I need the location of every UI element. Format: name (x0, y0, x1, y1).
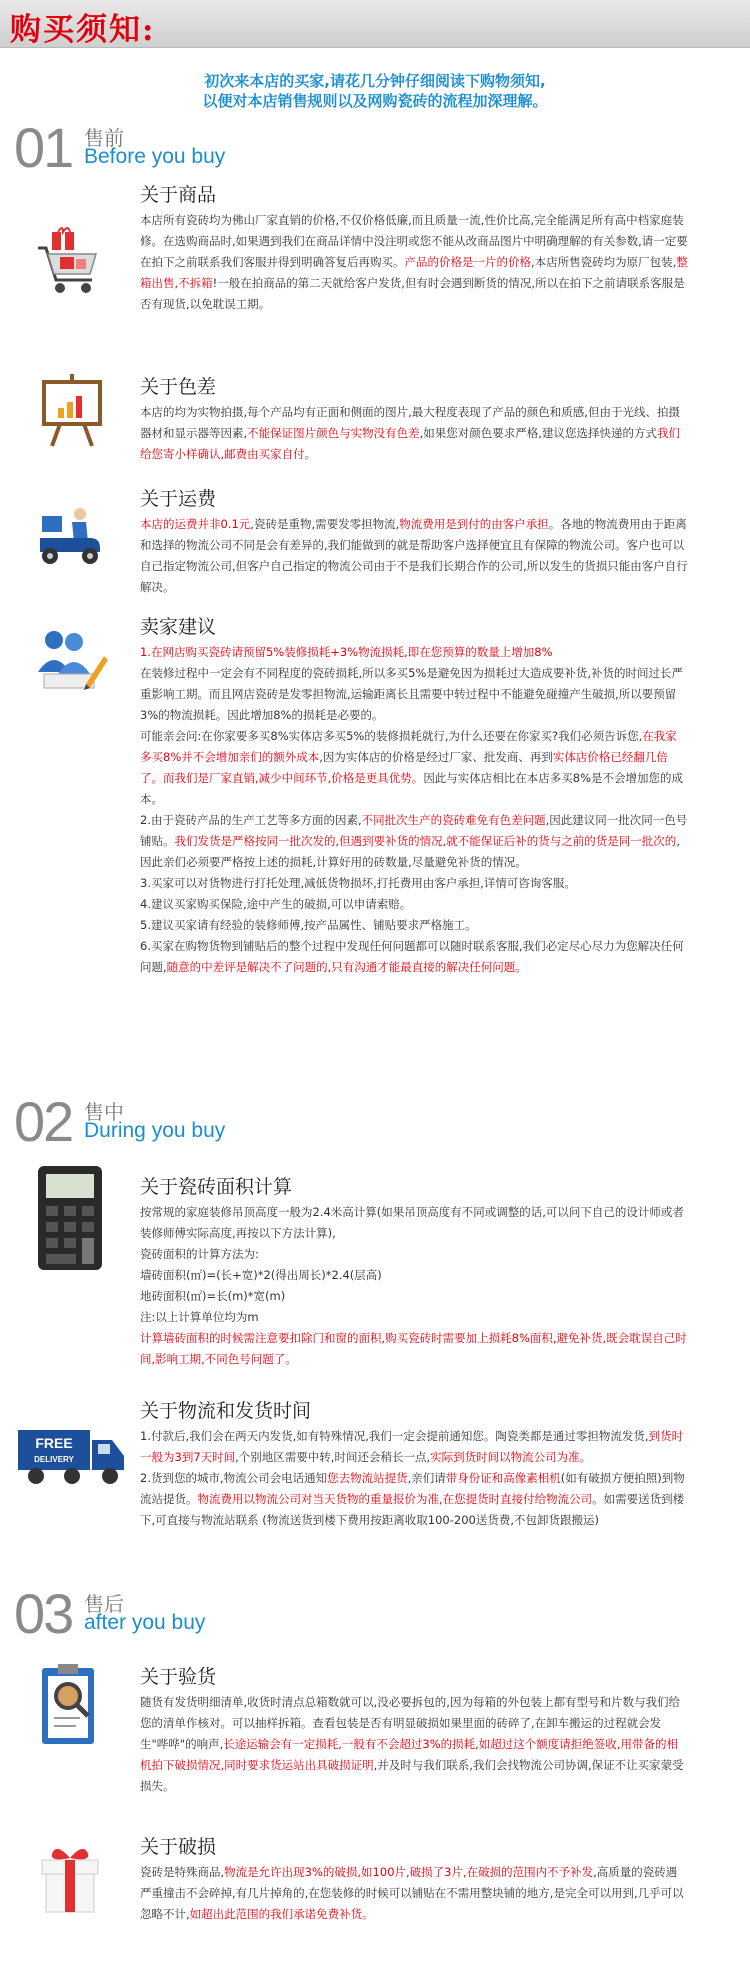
block-freight (0, 484, 750, 594)
block-title: 关于验货 (140, 1666, 217, 1688)
block-title: 关于商品 (140, 184, 217, 206)
section-title-cn: 售中 (84, 1100, 124, 1124)
section-title-en: after you buy (84, 1611, 206, 1634)
truck-label-delivery: DELIVERY (34, 1455, 74, 1464)
block-color-difference (0, 372, 750, 462)
block-title: 关于运费 (140, 488, 217, 510)
section-title-en: Before you buy (84, 145, 226, 168)
block-body: 1.在网店购买瓷砖请预留5%装修损耗+3%物流损耗,即在您预算的数量上增加8% 在装修过程中一定会有不同程度的瓷砖损耗,所以多买5%是避免因为损耗过大造成要补货,补货的时间过长严重影响工期。而且网店瓷砖是发零担物流,运输距离长且需要中转过程中不能避免碰撞产生破损,所以要预留3%的物流损耗。因此增加8%的损耗是必要的。 可能亲会问:在你家要多买8%实体店多买5%的装修损耗就行,为什么还要在你家买?我们必须告诉您,在我家多买8%并不会增加亲们的额外成本,因为实体店的价格是经过厂家、批发商、再到实体店价格已经翻几倍了。而我们是厂家直销,减少中间环节,价格是更具优势。因此与实体店相比在本店多买8%是不会增加您的成本。 2.由于瓷砖产品的生产工艺等多方面的因素,不同批次生产的瓷砖难免有色差问题,因此建议同一批次同一色号铺贴。我们发货是严格按同一批次发的,但遇到要补货的情况,就不能保证后补的货与之前的货是同一批次的,因此亲们必须要严格按上述的损耗,计算好用的砖数量,尽量避免补货的情况。 3.买家可以对货物进行打托处理,减低货物损坏,打托费用由客户承担,详情可咨询客服。 4.建议买家购买保险,途中产生的破损,可以申请索赔。 5.建议买家请有经验的装修师傅,按产品属性、铺贴要求严格施工。 6.买家在购物货物到铺贴后的整个过程中发现任何问题都可以随时联系客服,我们必定尽心尽力为您解决任何问题,随意的中差评是解决不了问题的,只有沟通才能最直接的解决任何问题。 (140, 645, 688, 974)
section-header-after (0, 1584, 750, 1644)
block-title: 关于物流和发货时间 (140, 1400, 312, 1422)
intro-line-1: 初次来本店的买家,请花几分钟仔细阅读下购物须知, (204, 72, 546, 90)
calculator-icon (30, 1164, 110, 1272)
clipboard-magnifier-icon (30, 1662, 110, 1752)
section-title-cn: 售前 (84, 126, 124, 150)
scooter-delivery-icon (30, 498, 110, 578)
section-title-cn: 售后 (84, 1592, 124, 1616)
block-logistics (0, 1396, 750, 1592)
section-header-during (0, 1092, 750, 1152)
block-body: 本店的均为实物拍摄,每个产品均有正面和侧面的图片,最大程度表现了产品的颜色和质感,但由于光线、拍摄器材和显示器等因素,不能保证图片颜色与实物没有色差,如果您对颜色要求严格,建议您选择快递的方式我们给您寄小样确认,邮费由买家自付。 (140, 405, 680, 461)
header-bar (0, 0, 750, 48)
block-title: 卖家建议 (140, 616, 217, 638)
block-inspection (0, 1662, 750, 1818)
section-number: 01 (14, 116, 73, 179)
page-title: 购买须知: (10, 12, 156, 48)
block-area-calc (0, 1172, 750, 1372)
block-body: 按常规的家庭装修吊顶高度一般为2.4米高计算(如果吊顶高度有不同或调整的话,可以问下自己的设计师或者装修师傅实际高度,再按以下方法计算), 瓷砖面积的计算方法为: 墙砖面积(㎡)=(长+宽)*2(得出周长)*2.4(层高) 地砖面积(㎡)=长(m)*宽(m) 注:以上计算单位均为m 计算墙砖面积的时候需注意要扣除门和窗的面积,购买瓷砖时需要加上损耗8%面积,避免补货,既会耽误自己时间,影响工期,不同色号问题了。 (140, 1205, 687, 1366)
section-number: 03 (14, 1582, 73, 1645)
easel-chart-icon (30, 372, 110, 452)
block-body: 随货有发货明细清单,收货时清点总箱数就可以,没必要拆包的,因为每箱的外包装上都有型号和片数与我们给您的清单作核对。可以抽样拆箱。查看包装是否有明显破损如果里面的砖碎了,在卸车搬运的过程就会发生"哗哗"的响声,长途运输会有一定损耗,一般有不会超过3%的损耗,如超过这个额度请拒绝签收,用带备的相机拍下破损情况,同时要求货运站出具破损证明,并及时与我们联系,我们会找物流公司协调,保证不让买家蒙受损失。 (140, 1695, 684, 1793)
truck-label-free: FREE (35, 1435, 73, 1451)
block-damage (0, 1832, 750, 1962)
block-body: 本店所有瓷砖均为佛山厂家直销的价格,不仅价格低廉,而且质量一流,性价比高,完全能满足所有高中档家庭装修。在选购商品时,如果遇到我们在商品详情中没注明或您不能从改商品图片中明确理解的有关参数,请一定要在拍下之前联系我们客服并得到明确答复后再购买。产品的价格是一片的价格,本店所售瓷砖均为原厂包装,整箱出售,不拆箱!一般在拍商品的第二天就给客户发货,但有时会遇到断货的情况,所以在拍下之前请联系客服是否有现货,以免耽误工期。 (140, 213, 688, 311)
section-number: 02 (14, 1090, 73, 1153)
intro-line-2: 以便对本店销售规则以及网购瓷砖的流程加深理解。 (202, 92, 548, 110)
shopping-cart-gift-icon (30, 224, 110, 304)
block-body: 1.付款后,我们会在两天内发货,如有特殊情况,我们一定会提前通知您。陶瓷类都是通过零担物流发货,到货时一般为3到7天时间,个别地区需要中转,时间还会稍长一点,实际到货时间以物流公司为准。 2.货到您的城市,物流公司会电话通知您去物流站提货,亲们请带身份证和高像素相机(如有破损方便拍照)到物流站提货。物流费用以物流公司对当天货物的重量报价为准,在您提货时直接付给物流公司。如需要送货到楼下,可直接与物流站联系 (物流送货到楼下费用按距离收取100-200送货费,不包卸货跟搬运) (140, 1429, 685, 1527)
free-delivery-truck-icon (16, 1424, 128, 1504)
gift-box-icon (30, 1840, 110, 1920)
block-title: 关于破损 (140, 1836, 217, 1858)
block-body: 本店的运费并非0.1元,瓷砖是重物,需要发零担物流,物流费用是到付的由客户承担。各地的物流费用由于距离和选择的物流公司不同是会有差异的,我们能做到的就是帮助客户选择便宜且有保障的物流公司。客户也可以自己指定物流公司,但客户自己指定的物流公司由于不是我们长期合作的公司,所以发生的货损只能由客户自行解决。 (140, 517, 688, 594)
block-goods (0, 180, 750, 350)
block-body: 瓷砖是特殊商品,物流是允许出现3%的破损,如100片,破损了3片,在破损的范围内不予补发,高质量的瓷砖遇严重撞击不会碎掉,有几片掉角的,在您装修的时候可以铺贴在不需用整块铺的地方,是完全可以用到,几乎可以忽略不计,如超出此范围的我们承诺免费补货。 (140, 1865, 684, 1921)
block-title: 关于色差 (140, 376, 217, 398)
block-seller-advice (0, 612, 750, 1072)
users-pencil-icon (30, 622, 110, 702)
block-title: 关于瓷砖面积计算 (140, 1176, 293, 1198)
section-header-before (0, 118, 750, 178)
section-title-en: During you buy (84, 1119, 226, 1142)
